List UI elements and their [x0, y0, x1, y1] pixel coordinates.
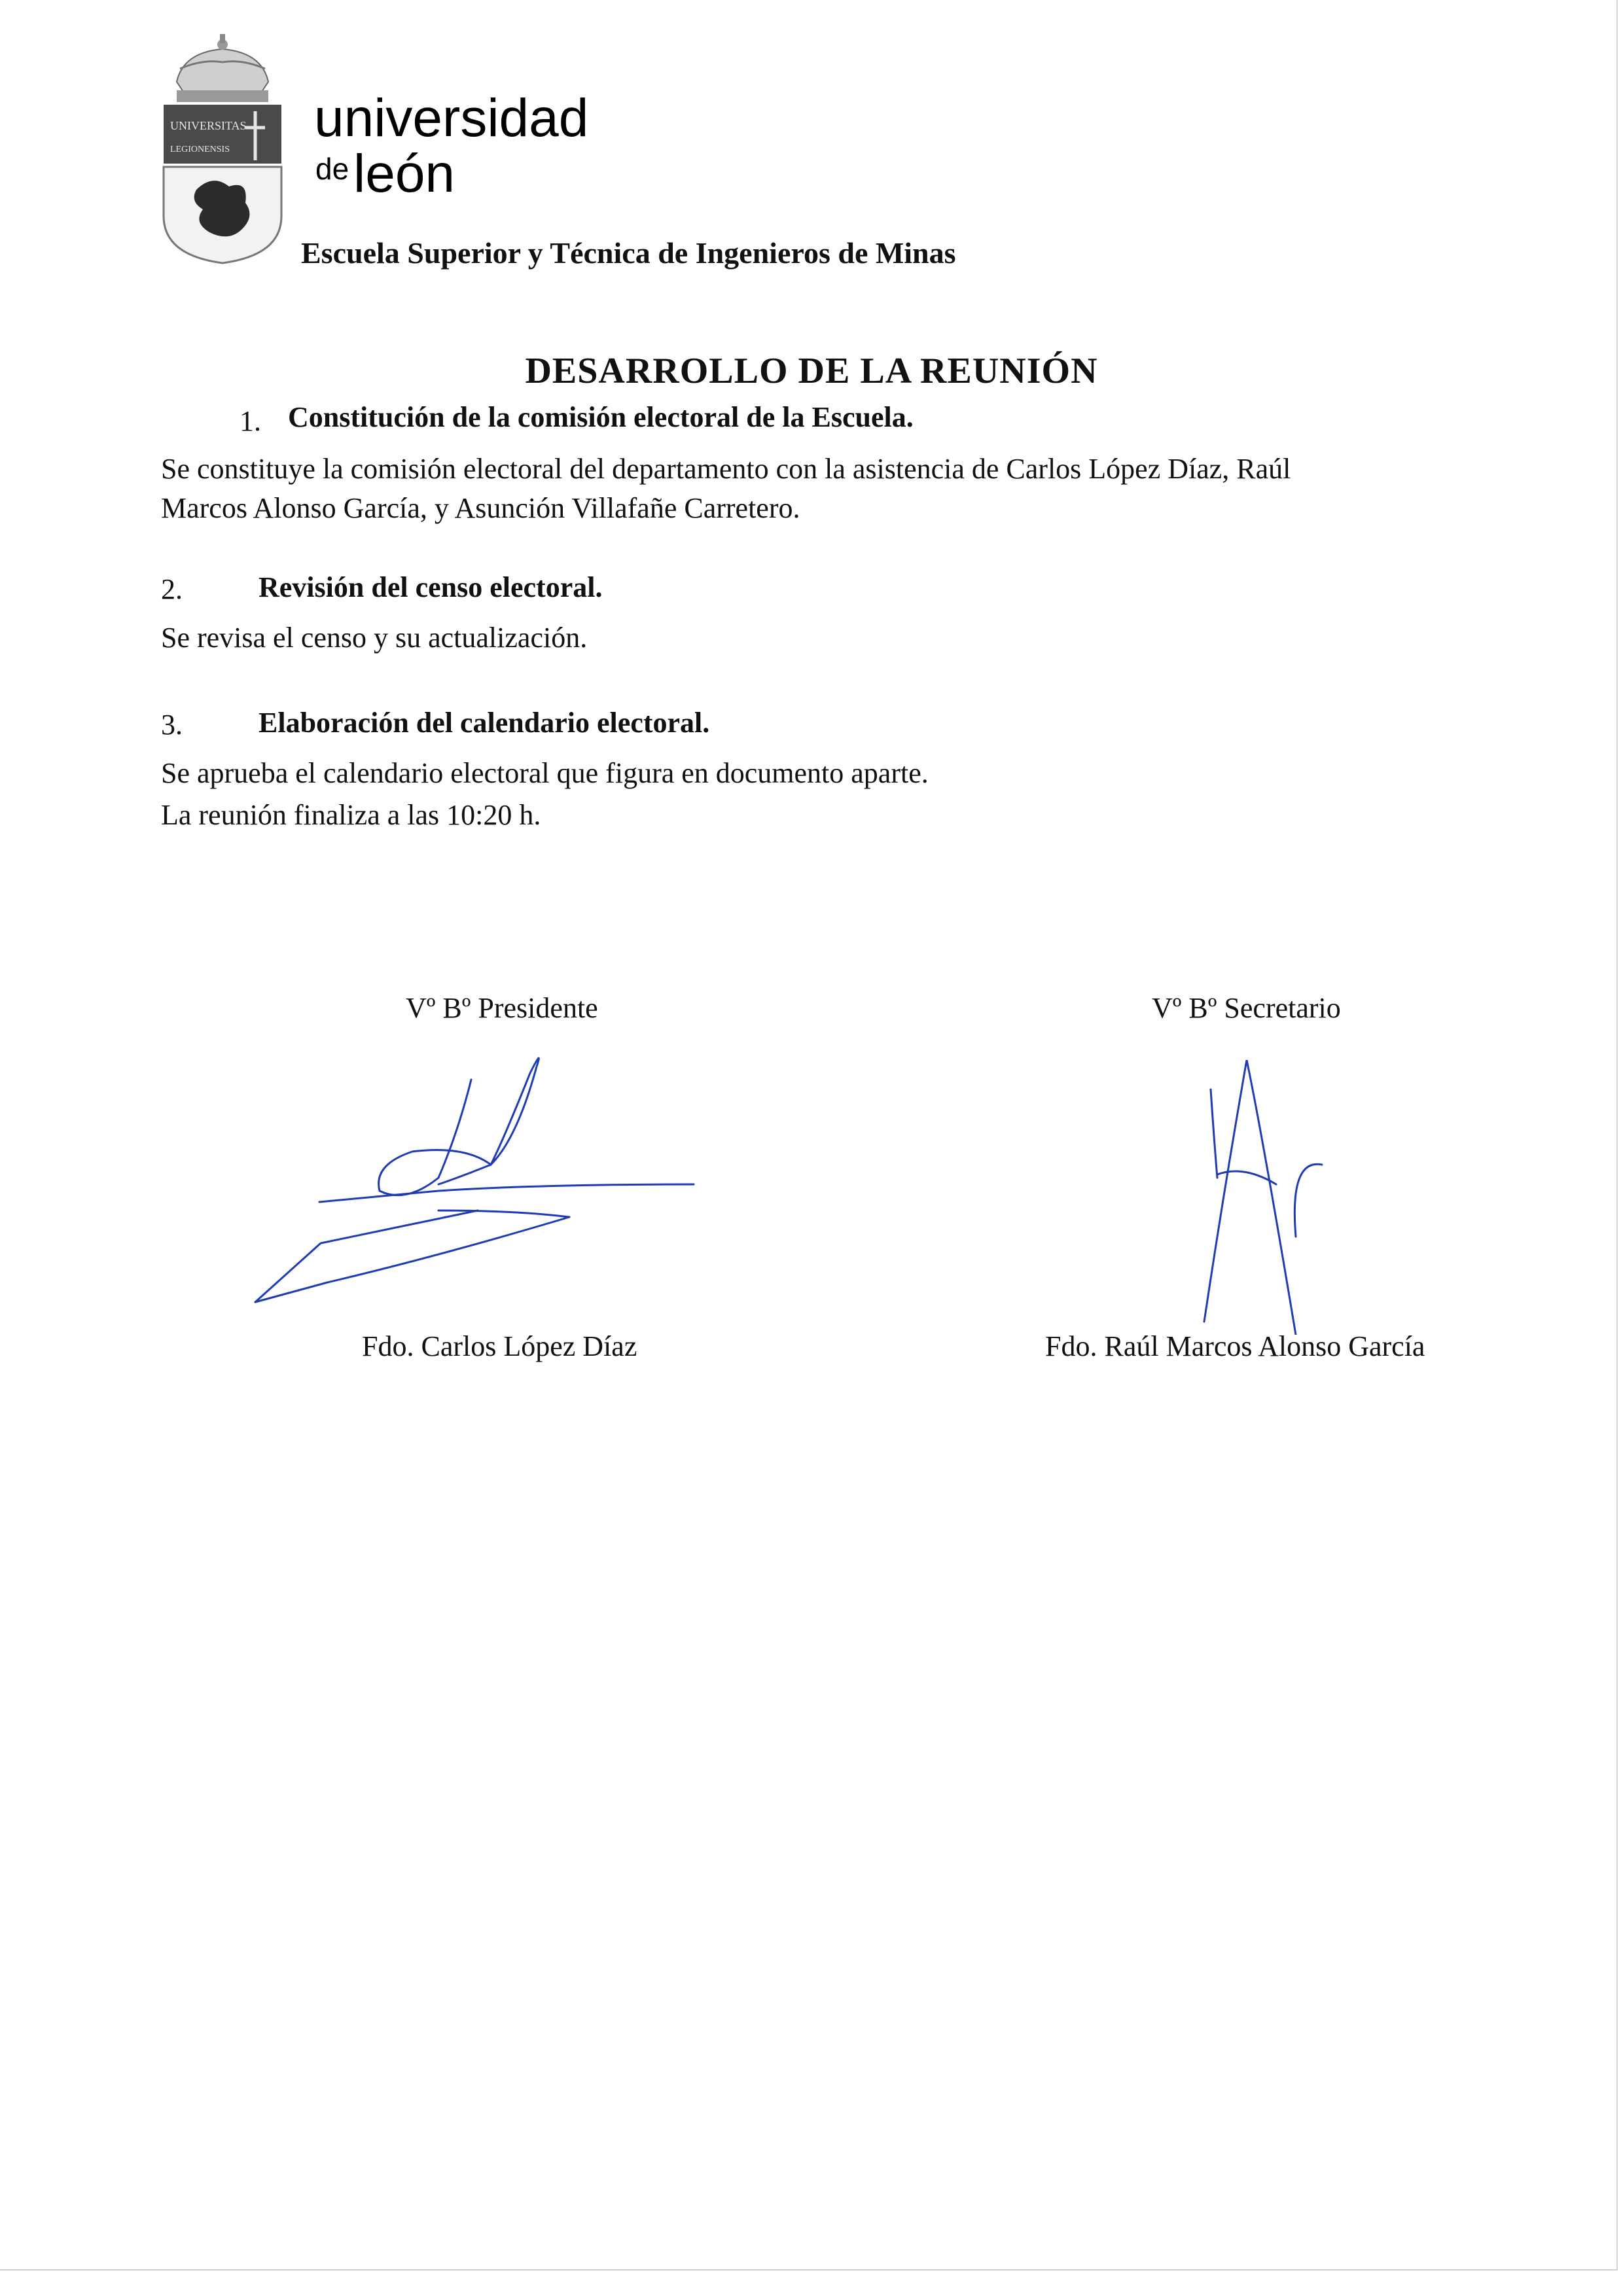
section-text: Se revisa el censo y su actualización.: [161, 622, 588, 654]
logo-word-leon: león: [353, 144, 455, 203]
section-text: Se constituye la comisión electoral del departamento con la asistencia de Carlos López Díaz, Raúl: [161, 453, 1291, 485]
president-signature: [242, 1047, 713, 1309]
section-heading: Constitución de la comisión electoral de la Escuela.: [288, 401, 914, 433]
signature-role-secretary: Vº Bº Secretario: [1152, 992, 1341, 1024]
section-text: La reunión finaliza a las 10:20 h.: [161, 799, 541, 831]
school-name: Escuela Superior y Técnica de Ingenieros de Minas: [301, 236, 956, 270]
university-crest-icon: [157, 33, 288, 265]
page-edge: [1616, 0, 1618, 2270]
logo-word-universidad: universidad: [314, 88, 589, 148]
section-text: Marcos Alonso García, y Asunción Villafañe Carretero.: [161, 492, 800, 524]
signatory-name-secretary: Fdo. Raúl Marcos Alonso García: [1045, 1330, 1425, 1362]
signature-role-president: Vº Bº Presidente: [406, 992, 598, 1024]
section-heading: Elaboración del calendario electoral.: [259, 707, 710, 739]
crest-inscription: LEGIONENSIS: [170, 145, 230, 154]
document-title: DESARROLLO DE LA REUNIÓN: [525, 351, 1098, 391]
section-number: 2.: [161, 573, 183, 605]
logo-word-de: de: [315, 152, 349, 186]
section-text: Se aprueba el calendario electoral que figura en documento aparte.: [161, 757, 929, 789]
section-number: 3.: [161, 709, 183, 741]
crest-inscription: UNIVERSITAS: [170, 119, 247, 132]
page-edge: [0, 2269, 1618, 2270]
signatory-name-president: Fdo. Carlos López Díaz: [362, 1330, 637, 1362]
section-number: 1.: [240, 405, 261, 437]
section-heading: Revisión del censo electoral.: [259, 571, 603, 603]
secretary-signature: [1191, 1060, 1387, 1335]
